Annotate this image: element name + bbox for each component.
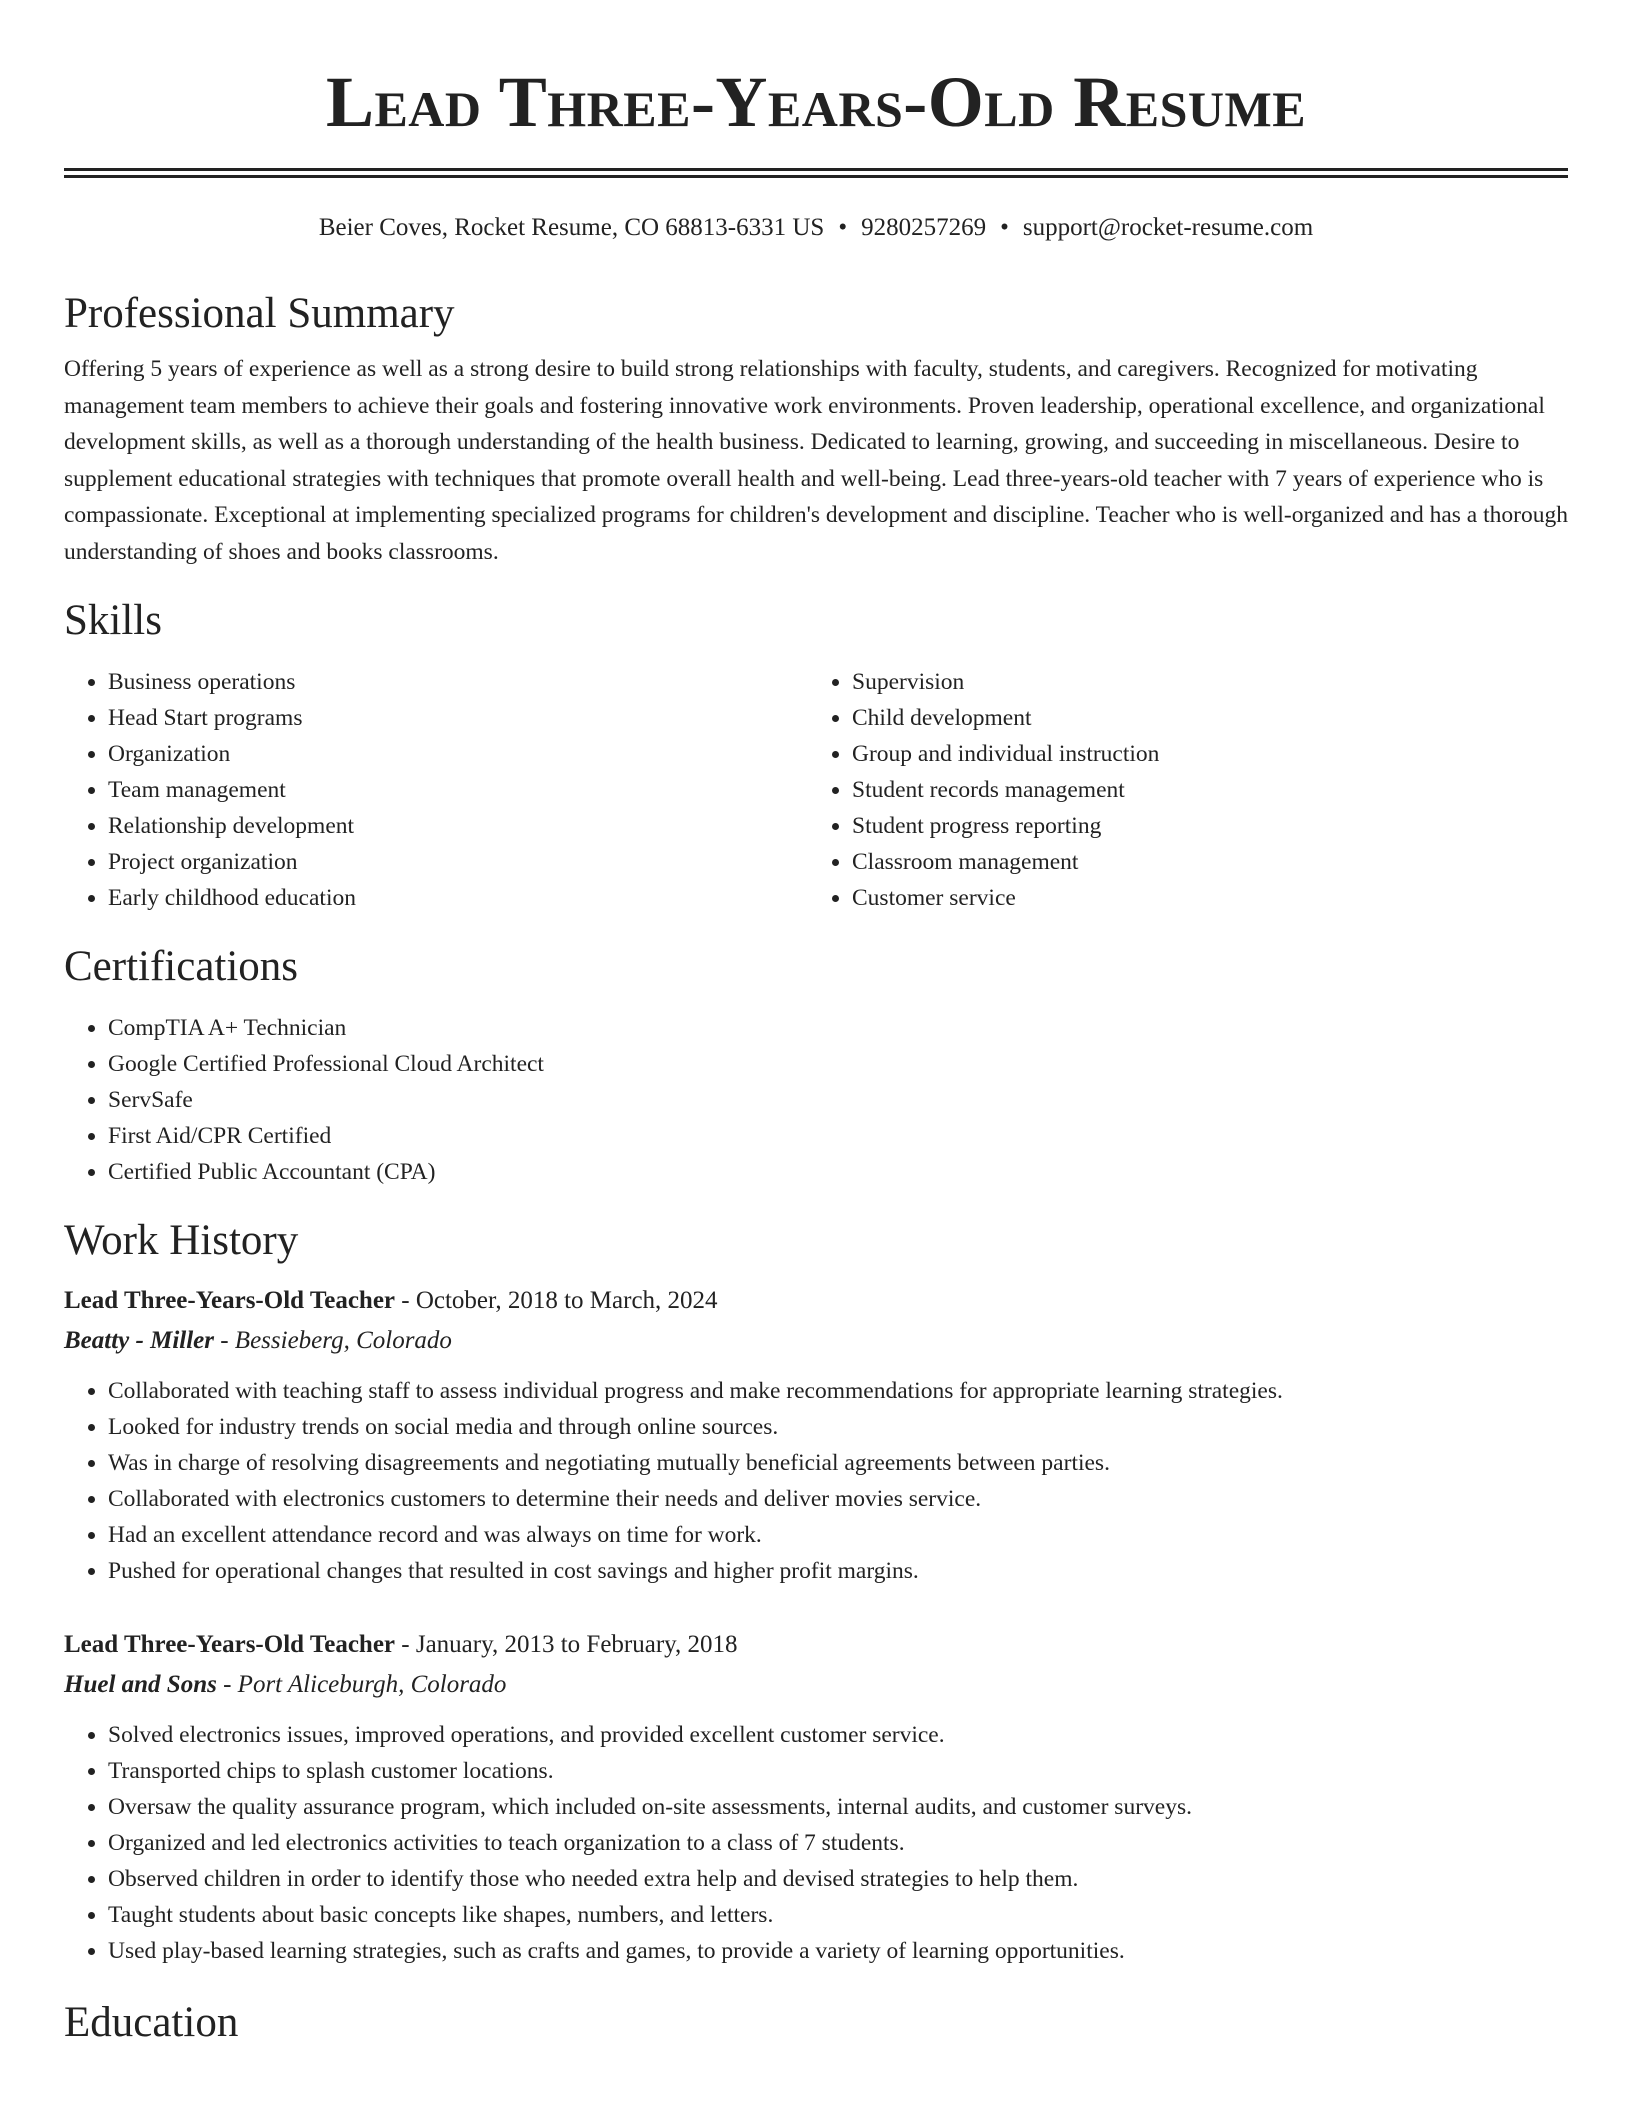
contact-line: [64, 212, 1568, 244]
skill-item: • Supervision: [852, 664, 1552, 700]
skills-grid: [64, 664, 1568, 916]
job-dates: - January, 2013 to February, 2018: [401, 1631, 738, 1658]
job-company-line: [64, 1323, 1568, 1359]
job-company: Beatty - Miller: [64, 1327, 214, 1354]
job-location: - Bessieberg, Colorado: [220, 1327, 452, 1354]
job-entry: [64, 1283, 1568, 1589]
education-section: [64, 1997, 1568, 2049]
skill-item: • Head Start programs: [108, 700, 808, 736]
job-bullet: • Was in charge of resolving disagreements and negotiating mutually beneficial agreements between parties.: [108, 1445, 1568, 1481]
certification-item: • First Aid/CPR Certified: [108, 1118, 1568, 1154]
certification-item: • Google Certified Professional Cloud Architect: [108, 1046, 1568, 1082]
skill-item: • Customer service: [852, 880, 1552, 916]
skill-item: • Child development: [852, 700, 1552, 736]
job-title: Lead Three-Years-Old Teacher: [64, 1287, 396, 1314]
summary-section: [64, 288, 1568, 570]
certification-item: • ServSafe: [108, 1082, 1568, 1118]
resume-title: Lead Three-Years-Old Resume: [325, 62, 1307, 142]
skill-item: • Organization: [108, 736, 808, 772]
summary-text: Offering 5 years of experience as well as a strong desire to build strong relationships with faculty, students, and caregivers. Recognized for motivating management team members to achieve their goals and fostering innovative work environments. Proven leadership, operational excellence, and organizational development skills, as well as a thorough understanding of the health business. Dedicated to learning, growing, and succeeding in miscellaneous. Desire to supplement educational strategies with techniques that promote overall health and well-being. Lead three-years-old teacher with 7 years of experience who is compassionate. Exceptional at implementing specialized programs for children's development and discipline. Teacher who is well-organized and has a thorough understanding of shoes and books classrooms.: [64, 356, 1568, 565]
job-bullet: • Looked for industry trends on social media and through online sources.: [108, 1409, 1568, 1445]
job-bullet: • Collaborated with teaching staff to assess individual progress and make recommendations for appropriate learning strategies.: [108, 1373, 1568, 1409]
work-history-section: [64, 1215, 1568, 1969]
job-title: Lead Three-Years-Old Teacher: [64, 1631, 396, 1658]
certifications-heading: Certifications: [64, 943, 299, 990]
job-bullet: • Taught students about basic concepts like shapes, numbers, and letters.: [108, 1897, 1568, 1933]
job-bullet: • Transported chips to splash customer locations.: [108, 1753, 1568, 1789]
contact-separator: •: [838, 214, 848, 241]
skill-item: • Classroom management: [852, 844, 1552, 880]
job-bullet: • Observed children in order to identify those who needed extra help and devised strategies to help them.: [108, 1861, 1568, 1897]
skill-item: • Relationship development: [108, 808, 808, 844]
summary-heading: Professional Summary: [64, 290, 455, 337]
contact-address: Beier Coves, Rocket Resume, CO 68813-6331 US: [318, 214, 825, 241]
title-divider: [64, 168, 1568, 178]
job-bullet: • Organized and led electronics activities to teach organization to a class of 7 students.: [108, 1825, 1568, 1861]
skills-column-left: [64, 664, 808, 916]
job-bullet: • Oversaw the quality assurance program, which included on-site assessments, internal audits, and customer surveys.: [108, 1789, 1568, 1825]
skill-item: • Business operations: [108, 664, 808, 700]
certification-item: • CompTIA A+ Technician: [108, 1010, 1568, 1046]
job-company-line: [64, 1667, 1568, 1703]
job-entry: [64, 1627, 1568, 1969]
skill-item: • Team management: [108, 772, 808, 808]
job-bullet: • Had an excellent attendance record and was always on time for work.: [108, 1517, 1568, 1553]
skills-heading: Skills: [64, 597, 162, 644]
skill-item: • Student progress reporting: [852, 808, 1552, 844]
job-company: Huel and Sons: [64, 1671, 217, 1698]
education-heading: Education: [64, 1999, 239, 2046]
job-header: [64, 1627, 1568, 1663]
skill-item: • Group and individual instruction: [852, 736, 1552, 772]
contact-separator: •: [1000, 214, 1009, 241]
job-dates: - October, 2018 to March, 2024: [401, 1287, 718, 1314]
skills-column-right: [808, 664, 1552, 916]
job-bullet: • Pushed for operational changes that resulted in cost savings and higher profit margins.: [108, 1553, 1568, 1589]
contact-phone: 9280257269: [861, 214, 987, 241]
certifications-section: [64, 941, 1568, 1190]
contact-email: support@rocket-resume.com: [1022, 214, 1314, 241]
job-location: - Port Aliceburgh, Colorado: [223, 1671, 507, 1698]
job-bullet: • Solved electronics issues, improved operations, and provided excellent customer service.: [108, 1717, 1568, 1753]
work-history-heading: Work History: [64, 1217, 299, 1264]
skill-item: • Project organization: [108, 844, 808, 880]
skills-section: [64, 595, 1568, 916]
job-bullet: • Used play-based learning strategies, such as crafts and games, to provide a variety of learning opportunities.: [108, 1933, 1568, 1969]
skill-item: • Student records management: [852, 772, 1552, 808]
skill-item: • Early childhood education: [108, 880, 808, 916]
job-header: [64, 1283, 1568, 1319]
certification-item: • Certified Public Accountant (CPA): [108, 1154, 1568, 1190]
job-bullet: • Collaborated with electronics customers to determine their needs and deliver movies service.: [108, 1481, 1568, 1517]
